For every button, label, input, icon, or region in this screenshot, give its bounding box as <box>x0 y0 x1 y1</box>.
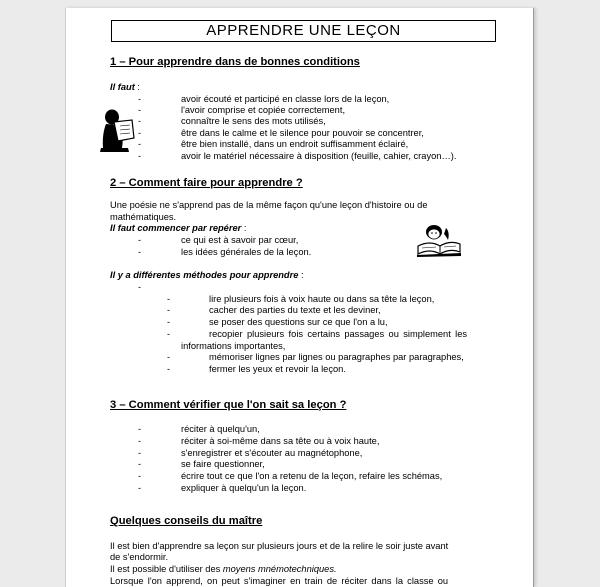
section-1-item: connaître le sens des mots utilisés, <box>181 116 326 126</box>
section-2-lead-2-suffix: : <box>298 270 304 280</box>
advice-paragraph-2-italic: moyens mnémotechniques. <box>222 564 337 574</box>
section-2-lead-1-suffix: : <box>241 223 247 233</box>
list-dash: - <box>167 317 171 327</box>
list-dash: - <box>138 471 142 481</box>
section-1-item: avoir écouté et participé en classe lors de la leçon, <box>181 94 390 104</box>
list-dash: - <box>167 364 171 374</box>
section-2-method-item: lire plusieurs fois à voix haute ou dans sa tête la leçon, <box>209 294 435 304</box>
section-3-item: réciter à quelqu'un, <box>181 424 260 434</box>
advice-paragraph-1-line-1: Il est bien d'apprendre sa leçon sur plusieurs jours et de la relire le soir juste avant <box>110 541 449 551</box>
list-dash: - <box>138 448 142 458</box>
section-1-heading: 1 – Pour apprendre dans de bonnes conditions <box>110 56 360 68</box>
section-2-heading: 2 – Comment faire pour apprendre ? <box>110 177 303 189</box>
list-dash: - <box>138 128 142 138</box>
list-dash: - <box>167 352 171 362</box>
advice-paragraph-2-text: Il est possible d'utiliser des <box>110 564 223 574</box>
section-2-method-item: cacher des parties du texte et les deviner, <box>209 305 381 315</box>
section-1-lead <box>110 82 140 93</box>
section-2-method-item-continued: informations importantes, <box>181 341 286 351</box>
list-dash: - <box>167 329 171 339</box>
document-page <box>65 8 534 587</box>
list-dash: - <box>138 282 142 292</box>
advice-paragraph-1-line-2: de s'endormir. <box>110 552 169 562</box>
section-1-item: l'avoir comprise et copiée correctement, <box>181 105 346 115</box>
list-dash: - <box>138 459 142 469</box>
child-with-book-illustration <box>416 222 462 258</box>
section-2-method-item: recopier plusieurs fois certains passages ou simplement les <box>209 329 468 339</box>
list-dash: - <box>138 436 142 446</box>
section-1-item: être bien installé, dans un endroit suffisamment éclairé, <box>181 139 409 149</box>
list-dash: - <box>138 424 142 434</box>
list-dash: - <box>138 247 142 257</box>
list-dash: - <box>138 94 142 104</box>
section-3-heading: 3 – Comment vérifier que l'on sait sa leçon ? <box>110 399 347 411</box>
section-2-intro-line-2: mathématiques. <box>110 212 177 222</box>
page-title: APPRENDRE UNE LEÇON <box>111 20 496 42</box>
section-2-lead-1 <box>110 223 246 234</box>
section-1-item: avoir le matériel nécessaire à disposition (feuille, cahier, crayon…). <box>181 151 457 161</box>
section-2-lead-2-text: Il y a différentes méthodes pour apprendre <box>110 270 299 280</box>
section-4-heading: Quelques conseils du maître <box>110 515 263 527</box>
list-dash: - <box>138 139 142 149</box>
section-3-item: réciter à soi-même dans sa tête ou à voix haute, <box>181 436 380 446</box>
list-dash: - <box>167 305 171 315</box>
list-dash: - <box>138 116 142 126</box>
section-2-lead-2 <box>110 270 304 281</box>
section-2-method-item: fermer les yeux et revoir la leçon. <box>209 364 346 374</box>
section-2-lead-1-text: Il faut commencer par repérer <box>110 223 242 233</box>
list-dash: - <box>138 483 142 493</box>
list-dash: - <box>138 105 142 115</box>
section-2-item: ce qui est à savoir par cœur, <box>181 235 299 245</box>
section-2-method-item: se poser des questions sur ce que l'on a lu, <box>209 317 388 327</box>
section-1-lead-text: Il faut <box>110 82 135 92</box>
section-2-method-item: mémoriser lignes par lignes ou paragraphes par paragraphes, <box>209 352 464 362</box>
list-dash: - <box>138 151 142 161</box>
section-3-item: s'enregistrer et s'écouter au magnétophone, <box>181 448 363 458</box>
section-1-item: être dans le calme et le silence pour pouvoir se concentrer, <box>181 128 424 138</box>
section-3-item: expliquer à quelqu'un la leçon. <box>181 483 307 493</box>
reading-child-illustration <box>98 108 136 154</box>
section-3-item: écrire tout ce que l'on a retenu de la leçon, refaire les schémas, <box>181 471 443 481</box>
advice-paragraph-2 <box>110 564 337 575</box>
list-dash: - <box>138 235 142 245</box>
section-3-item: se faire questionner, <box>181 459 265 469</box>
section-2-item: les idées générales de la leçon. <box>181 247 312 257</box>
list-dash: - <box>167 294 171 304</box>
advice-paragraph-3-line-1: Lorsque l'on apprend, on peut s'imaginer en train de réciter dans la classe ou <box>110 576 449 586</box>
section-2-intro-line-1: Une poésie ne s'apprend pas de la même façon qu'une leçon d'histoire ou de <box>110 200 428 210</box>
section-1-lead-suffix: : <box>134 82 140 92</box>
